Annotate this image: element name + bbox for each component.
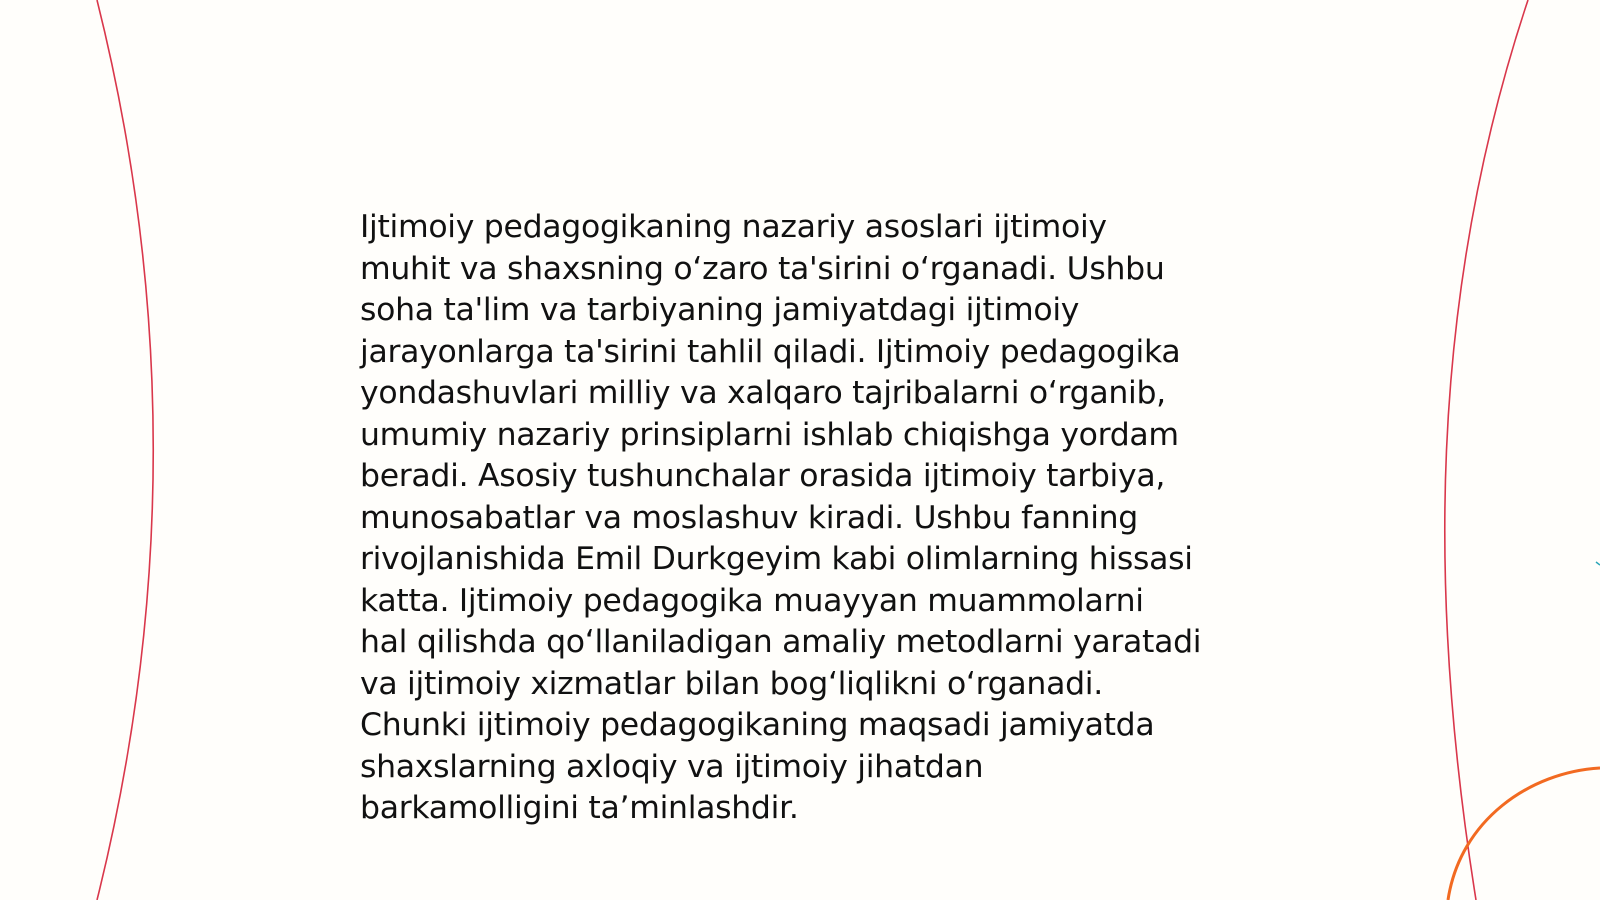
right-red-arc: [1445, 0, 1528, 900]
left-red-arc: [97, 0, 153, 900]
orange-circle-arc: [1448, 768, 1600, 900]
body-paragraph: Ijtimoiy pedagogikaning nazariy asoslari ijtimoiy muhit va shaxsning oʻzaro ta'sirini oʻrganadi. Ushbu soha ta'lim va tarbiyaning jamiyatdagi ijtimoiy jarayonlarga ta'sirini tahlil qiladi. Ijtimoiy pedagogika yondashuvlari milliy va xalqaro tajribalarni oʻrganib, umumiy nazariy prinsiplarni ishlab chiqishga yordam beradi. Asosiy tushunchalar orasida ijtimoiy tarbiya, munosabatlar va moslashuv kiradi. Ushbu fanning rivojlanishida Emil Durkgeyim kabi olimlarning hissasi katta. Ijtimoiy pedagogika muayyan muammolarni hal qilishda qoʻllaniladigan amaliy metodlarni yaratadi va ijtimoiy xizmatlar bilan bogʻliqlikni oʻrganadi. Chunki ijtimoiy pedagogikaning maqsadi jamiyatda shaxslarning axloqiy va ijtimoiy jihatdan barkamolligini taʼminlashdir.: [360, 209, 1202, 826]
teal-accent-mark: [1596, 562, 1600, 565]
